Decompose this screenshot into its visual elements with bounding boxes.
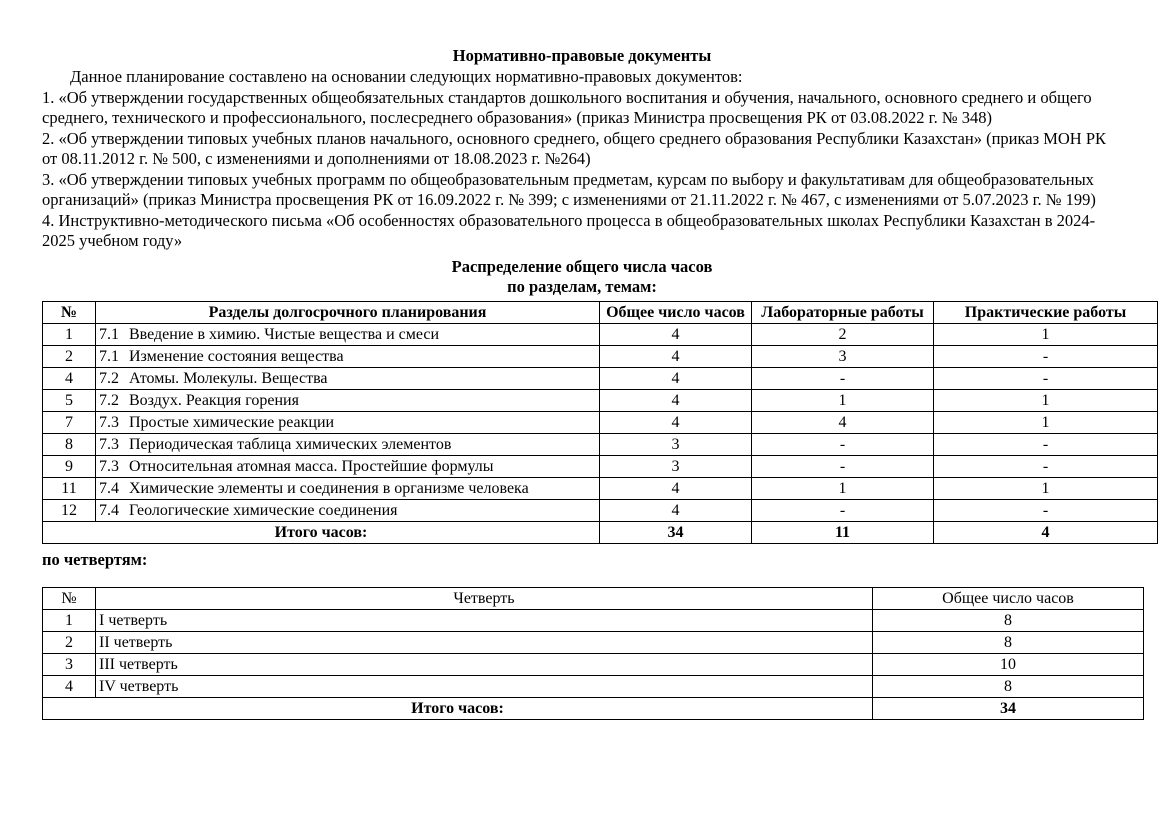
quarters-subhead: по четвертям: [42,549,148,569]
intro-paragraph: Данное планирование составлено на основании следующих нормативно-правовых документов: [70,67,743,86]
row-hours: 3 [600,433,752,455]
quarter-num: 4 [43,675,96,697]
total-hours: 34 [600,521,752,543]
quarters-table-body [43,609,1144,719]
quarter-name: III четверть [96,653,873,675]
quarter-hours: 8 [873,609,1144,631]
legal-item-2: 2. «Об утверждении типовых учебных планов начального, основного среднего, общего среднего образования Республики Казахстан» (приказ МОН РК от 08.11.2012 г. № 500, с изменениями и дополнениями от 18.08.2023 г. №264) [42,128,1107,168]
quarter-name: IV четверть [96,675,873,697]
table-row [43,389,1158,411]
table-row [43,345,1158,367]
row-prac: - [934,345,1158,367]
row-num: 11 [43,477,96,499]
row-topic [96,323,600,345]
row-prac: 1 [934,323,1158,345]
quarters-total-hours: 34 [873,697,1144,719]
table-row [43,367,1158,389]
row-topic-code: 7.2 [99,369,119,387]
table-row [43,411,1158,433]
quarter-name: I четверть [96,609,873,631]
table-row [43,499,1158,521]
row-topic-text: Геологические химические соединения [129,501,398,519]
row-num: 5 [43,389,96,411]
row-topic-code: 7.1 [99,347,119,365]
quarters-header-row [43,587,1144,609]
row-num: 12 [43,499,96,521]
quarters-total-row [43,697,1144,719]
row-num: 9 [43,455,96,477]
legal-item-4: 4. Инструктивно-методического письма «Об особенностях образовательного процесса в общеобразовательных школах Республики Казахстан в 2024-2025 учебном году» [42,210,1096,250]
row-num: 4 [43,367,96,389]
row-lab: - [752,455,934,477]
row-topic-code: 7.4 [99,501,119,519]
header-lab-works: Лабораторные работы [752,301,934,323]
table-row [43,433,1158,455]
header-sections: Разделы долгосрочного планирования [96,301,600,323]
distribution-table-body [43,323,1158,543]
table-row [43,675,1144,697]
row-topic [96,367,600,389]
page-title: Нормативно-правовые документы [452,46,712,65]
row-topic-code: 7.3 [99,413,119,431]
row-topic [96,499,600,521]
quarters-header-num: № [43,587,96,609]
row-prac: - [934,455,1158,477]
row-topic [96,455,600,477]
quarter-hours: 8 [873,631,1144,653]
row-topic-text: Воздух. Реакция горения [129,391,299,409]
table-total-row [43,521,1158,543]
row-topic-code: 7.3 [99,435,119,453]
row-prac: - [934,433,1158,455]
quarter-num: 3 [43,653,96,675]
row-lab: 4 [752,411,934,433]
distribution-title-line1: Распределение общего числа часов [451,256,713,276]
header-practical-works: Практические работы [934,301,1158,323]
row-topic [96,433,600,455]
header-total-hours: Общее число часов [600,301,752,323]
quarters-header-quarter: Четверть [96,587,873,609]
row-topic-text: Изменение состояния вещества [129,347,344,365]
distribution-table [42,301,1158,544]
row-hours: 4 [600,389,752,411]
table-row [43,477,1158,499]
row-num: 8 [43,433,96,455]
row-topic-code: 7.1 [99,325,119,343]
row-topic-text: Атомы. Молекулы. Вещества [129,369,328,387]
quarter-num: 1 [43,609,96,631]
quarter-num: 2 [43,631,96,653]
quarters-total-label: Итого часов: [43,697,873,719]
table-row [43,455,1158,477]
row-hours: 4 [600,499,752,521]
table-header-row [43,301,1158,323]
row-topic-text: Простые химические реакции [129,413,335,431]
row-hours: 3 [600,455,752,477]
quarters-header-total-hours: Общее число часов [873,587,1144,609]
row-topic [96,411,600,433]
row-topic-code: 7.4 [99,479,119,497]
row-num: 2 [43,345,96,367]
row-hours: 4 [600,367,752,389]
row-topic [96,389,600,411]
row-prac: - [934,367,1158,389]
header-num: № [43,301,96,323]
row-topic-text: Относительная атомная масса. Простейшие формулы [129,457,494,475]
table-row [43,609,1144,631]
row-prac: 1 [934,477,1158,499]
quarter-hours: 10 [873,653,1144,675]
total-prac: 4 [934,521,1158,543]
quarters-table [42,587,1144,720]
row-lab: - [752,433,934,455]
row-hours: 4 [600,345,752,367]
row-prac: - [934,499,1158,521]
table-row [43,323,1158,345]
row-topic [96,477,600,499]
row-hours: 4 [600,411,752,433]
table-row [43,631,1144,653]
row-lab: 2 [752,323,934,345]
row-hours: 4 [600,323,752,345]
quarter-hours: 8 [873,675,1144,697]
row-topic-text: Введение в химию. Чистые вещества и смеси [129,325,440,343]
row-num: 1 [43,323,96,345]
row-topic-code: 7.2 [99,391,119,409]
legal-item-3: 3. «Об утверждении типовых учебных программ по общеобразовательным предметам, курсам по выбору и факультативам для общеобразовательных организаций» (приказ Министра просвещения РК от 16.09.2022 г. № 399; с изменениями от 21.11.2022 г. № 467, с изменениями от 5.07.2023 г. № 199) [42,169,1096,209]
row-topic-text: Химические элементы и соединения в организме человека [129,479,529,497]
row-topic [96,345,600,367]
table-row [43,653,1144,675]
distribution-title-line2: по разделам, темам: [507,276,657,296]
total-lab: 11 [752,521,934,543]
row-topic-code: 7.3 [99,457,119,475]
total-label: Итого часов: [43,521,600,543]
row-lab: 3 [752,345,934,367]
row-prac: 1 [934,411,1158,433]
row-num: 7 [43,411,96,433]
row-topic-text: Периодическая таблица химических элементов [129,435,452,453]
row-lab: - [752,499,934,521]
row-lab: 1 [752,389,934,411]
quarter-name: II четверть [96,631,873,653]
row-lab: 1 [752,477,934,499]
row-lab: - [752,367,934,389]
row-prac: 1 [934,389,1158,411]
row-hours: 4 [600,477,752,499]
legal-item-1: 1. «Об утверждении государственных общеобязательных стандартов дошкольного воспитания и обучения, начального, основного среднего и общего среднего, технического и профессионального, послесреднего образования» (приказ Министра просвещения РК от 03.08.2022 г. № 348) [42,87,1092,127]
